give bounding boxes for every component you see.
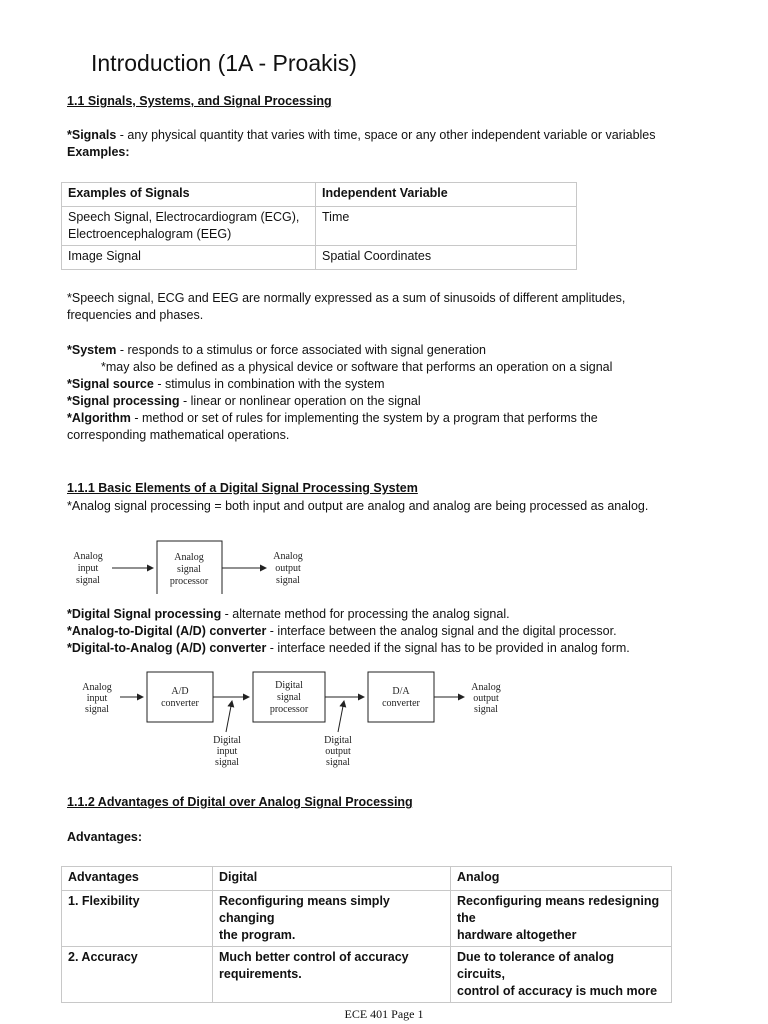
section-heading-1-1-1: 1.1.1 Basic Elements of a Digital Signal Processing System [67,481,418,495]
algorithm-def: - method or set of rules for implementing the system by a program that performs the [130,411,598,425]
table-row [62,891,672,947]
da-term: *Digital-to-Analog (A/D) converter [67,641,267,655]
system-term: *System [67,343,117,357]
digital-input-label: input [216,746,238,757]
diagram1-output-label: Analog [273,551,303,562]
algorithm-def-cont: corresponding mathematical operations. [67,428,290,442]
ad-box-label: converter [161,698,199,709]
da-box-label: D/A [392,686,410,697]
table-header-row [62,867,672,891]
signals-def: - any physical quantity that varies with time, space or any other independent variable or variables [116,128,656,142]
diagram2-output-label: Analog [471,682,501,693]
diagram1-box-label: processor [169,576,209,587]
diagram2-input-label: input [86,693,108,704]
diagram2-output-label: output [473,693,499,704]
diagram1-box-label: Analog [174,552,204,563]
system-note: *may also be defined as a physical device or software that performs an operation on a signal [101,360,613,374]
definitions-block [67,342,612,444]
dsp-box-label: Digital [275,680,303,691]
diagram2-input-label: Analog [82,682,112,693]
processing-term: *Signal processing [67,394,180,408]
da-def: - interface needed if the signal has to be provided in analog form. [266,641,630,655]
table-row [62,947,672,1003]
digital-output-label: output [325,746,351,757]
table-cell: Image Signal [62,246,316,270]
ad-def: - interface between the analog signal and the digital processor. [266,624,617,638]
page-title: Introduction (1A - Proakis) [91,50,357,76]
diagram2-output-label: signal [474,704,498,715]
source-def: - stimulus in combination with the system [153,377,385,391]
dsp-box-label: processor [269,704,309,715]
system-def: - responds to a stimulus or force associated with signal generation [116,343,486,357]
signals-definition [67,127,656,161]
table-header-cell: Examples of Signals [62,183,316,207]
pointer-line [226,701,232,732]
digital-input-label: signal [215,757,239,768]
ad-box-label: A/D [171,686,189,697]
dsp-term: *Digital Signal processing [67,607,222,621]
da-box-label: converter [382,698,420,709]
advantages-table [61,866,672,1003]
table-cell: Time [316,207,577,246]
advantages-label: Advantages: [67,830,143,844]
speech-note: *Speech signal, ECG and EEG are normally expressed as a sum of sinusoids of different amplitudes, frequencies and phases. [67,291,626,322]
analog-processing-text: *Analog signal processing = both input and output are analog and analog are being processed as analog. [67,499,649,513]
page-footer: ECE 401 Page 1 [344,1007,424,1021]
source-term: *Signal source [67,377,154,391]
table-cell: Spatial Coordinates [316,246,577,270]
table-cell: Speech Signal, Electrocardiogram (ECG), Electroencephalogram (EEG) [62,207,316,246]
digital-output-label: signal [326,757,350,768]
dsp-system-diagram [70,670,520,776]
diagram2-input-label: signal [85,704,109,715]
diagram1-input-label: signal [76,575,100,586]
digital-input-label: Digital [213,735,241,746]
section-heading-1-1: 1.1 Signals, Systems, and Signal Processing [67,94,332,108]
ad-term: *Analog-to-Digital (A/D) converter [67,624,267,638]
ad-converter-box [147,672,213,722]
table-cell: 2. Accuracy [62,947,213,1003]
table-header-cell: Independent Variable [316,183,577,207]
table-cell: Reconfiguring means simply changing the program. [213,891,451,947]
table-row [62,246,577,270]
diagram1-output-label: signal [276,575,300,586]
examples-label: Examples: [67,145,130,159]
diagram1-box-label: signal [177,564,201,575]
diagram1-input-label: Analog [73,551,103,562]
table-header-cell: Digital [213,867,451,891]
digital-output-label: Digital [324,735,352,746]
table-header-cell: Advantages [62,867,213,891]
table-header-cell: Analog [451,867,672,891]
diagram1-output-label: output [275,563,301,574]
table-header-row [62,183,577,207]
table-cell: Due to tolerance of analog circuits, control of accuracy is much more [451,947,672,1003]
algorithm-term: *Algorithm [67,411,131,425]
diagram1-input-label: input [77,563,99,574]
signals-term: *Signals [67,128,117,142]
table-cell: Much better control of accuracy requirements. [213,947,451,1003]
signals-table [61,182,577,270]
pointer-line [338,701,344,732]
dsp-definitions [67,606,630,657]
analog-processing-diagram [60,536,320,594]
processing-def: - linear or nonlinear operation on the signal [179,394,421,408]
dsp-box-label: signal [277,692,301,703]
table-cell: Reconfiguring means redesigning the hardware altogether [451,891,672,947]
table-cell: 1. Flexibility [62,891,213,947]
dsp-def: - alternate method for processing the analog signal. [221,607,510,621]
da-converter-box [368,672,434,722]
table-row [62,207,577,246]
section-heading-1-1-2: 1.1.2 Advantages of Digital over Analog Signal Processing [67,795,413,809]
